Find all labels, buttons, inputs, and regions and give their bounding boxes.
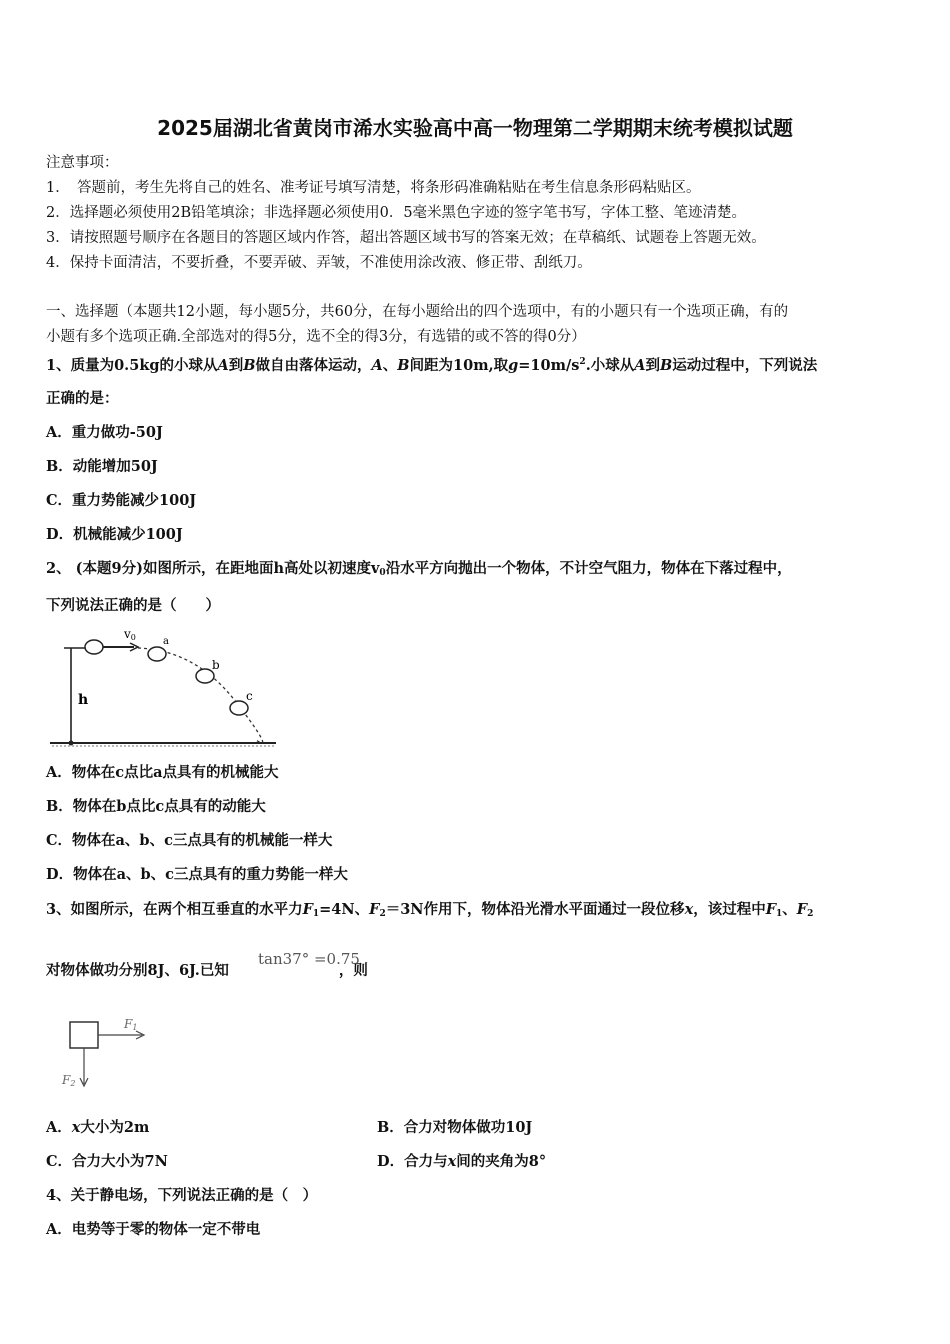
q1-option-c[interactable]: C．重力势能减少100J	[46, 492, 197, 509]
point-c-label: c	[246, 689, 253, 703]
trajectory	[138, 648, 263, 743]
point-b-label: b	[212, 658, 220, 672]
height-label: h	[78, 692, 89, 708]
q2-option-d[interactable]: D．物体在a、b、c三点具有的重力势能一样大	[46, 866, 348, 883]
notice-item: 3．请按照题号顺序在各题目的答题区域内作答，超出答题区域书写的答案无效；在草稿纸、试题卷上答题无效。	[46, 230, 766, 246]
notice-heading: 注意事项：	[46, 155, 119, 171]
page-title: 2025届湖北省黄岗市浠水实验高中高一物理第二学期期末统考模拟试题	[157, 116, 793, 140]
q3-option-d[interactable]: D．合力与x间的夹角为8°	[377, 1153, 547, 1170]
projectile-figure	[46, 622, 281, 752]
section-instructions: 一、选择题（本题共12小题，每小题5分，共60分，在每小题给出的四个选项中，有的小题只有一个选项正确，有的	[46, 304, 789, 320]
q4-option-a[interactable]: A．电势等于零的物体一定不带电	[46, 1221, 261, 1238]
svg-text:F1: F1	[124, 1017, 138, 1032]
ball-c	[230, 701, 248, 715]
question-1-stem: 1、质量为0.5kg的小球从A到B做自由落体运动，A、B间距为10m,取$g=10m/s^2$.小球从A到B运动过程中，下列说法	[46, 357, 818, 374]
ball-a	[148, 647, 166, 661]
question-1-stem-cont: 正确的是：	[46, 390, 119, 407]
q3-option-c[interactable]: C．合力大小为7N	[46, 1153, 168, 1170]
notice-item: 1． 答题前，考生先将自己的姓名、准考证号填写清楚，将条形码准确粘贴在考生信息条形码粘贴区。	[46, 180, 701, 196]
q3-option-a[interactable]: A．x大小为2m	[46, 1119, 150, 1136]
q1-option-a[interactable]: A．重力做功-50J	[46, 424, 163, 441]
force-figure	[56, 1012, 166, 1092]
q3-option-b[interactable]: B．合力对物体做功10J	[377, 1119, 533, 1136]
q2-option-c[interactable]: C．物体在a、b、c三点具有的机械能一样大	[46, 832, 333, 849]
point-a-label: a	[163, 636, 169, 647]
notice-item: 2．选择题必须使用2B铅笔填涂；非选择题必须使用0．5毫米黑色字迹的签字笔书写，字体工整、笔迹清楚。	[46, 205, 747, 221]
question-3-stem-cont: 对物体做功分别8J、6J.已知 ，则	[46, 962, 368, 979]
ground-point	[69, 741, 74, 746]
q1-option-d[interactable]: D．机械能减少100J	[46, 526, 183, 543]
svg-text:F2: F2	[62, 1073, 76, 1088]
notice-item: 4．保持卡面清洁，不要折叠，不要弄破、弄皱，不准使用涂改液、修正带、刮纸刀。	[46, 255, 592, 271]
q2-option-a[interactable]: A．物体在c点比a点具有的机械能大	[46, 764, 279, 781]
block	[70, 1022, 98, 1048]
q2-option-b[interactable]: B．物体在b点比c点具有的动能大	[46, 798, 266, 815]
question-3-stem: 3、如图所示，在两个相互垂直的水平力$F_1=4N$、$F_2=3N$作用下，物体沿光滑水平面通过一段位移x，该过程中$F_1$、$F_2$	[46, 901, 814, 919]
ball-start	[85, 640, 103, 654]
v0-label: v0	[124, 627, 136, 642]
q1-option-b[interactable]: B．动能增加50J	[46, 458, 158, 475]
question-2-stem: 2、 (本题9分)如图所示，在距地面h高处以初速度$v_0$沿水平方向抛出一个物体，不计空气阻力，物体在下落过程中，	[46, 560, 792, 578]
question-4-stem: 4、关于静电场，下列说法正确的是（ ）	[46, 1187, 318, 1204]
section-instructions-cont: 小题有多个选项正确.全部选对的得5分，选不全的得3分，有选错的或不答的得0分）	[46, 329, 586, 345]
question-2-stem-cont: 下列说法正确的是（ ）	[46, 597, 220, 614]
tan-formula: tan37° =0.75	[258, 950, 360, 968]
